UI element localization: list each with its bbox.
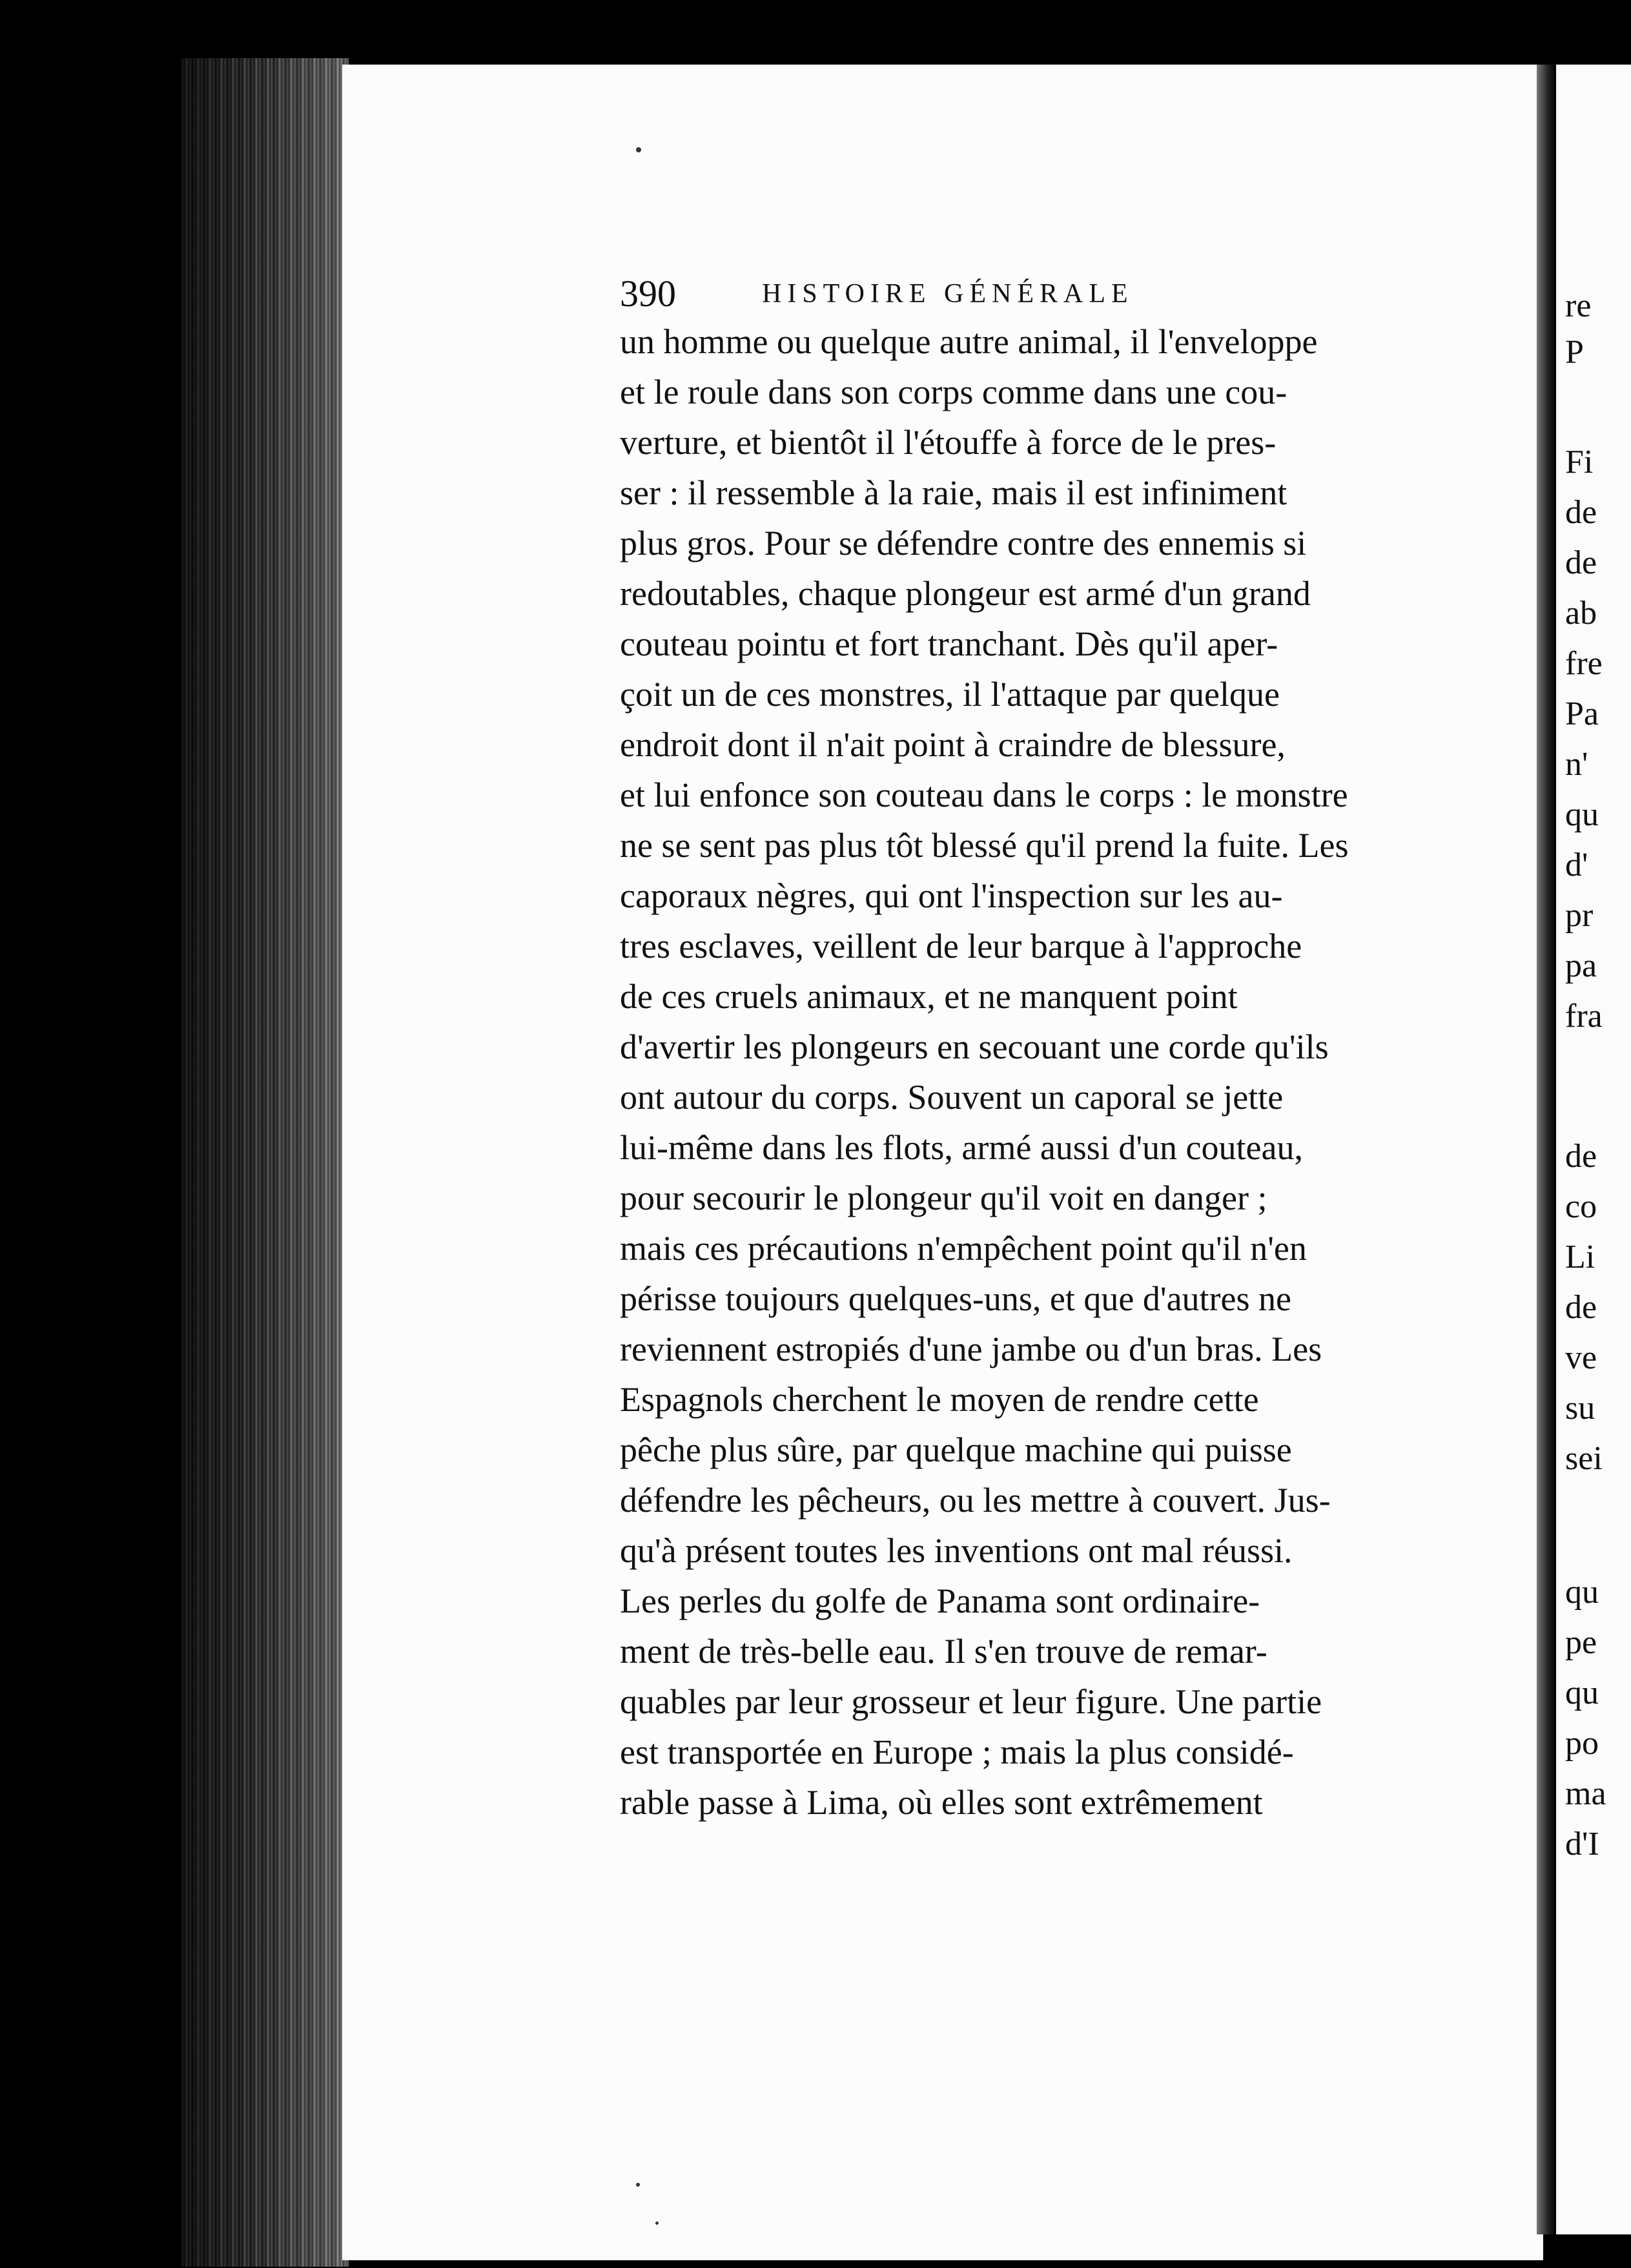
text-line: périsse toujours quelques-uns, et que d'autres ne (620, 1279, 1291, 1318)
adjacent-page-line: su (1565, 1390, 1595, 1427)
text-line: est transportée en Europe ; mais la plus considé- (620, 1733, 1294, 1771)
text-line: verture, et bientôt il l'étouffe à force de le pres- (620, 423, 1277, 462)
text-line: plus gros. Pour se défendre contre des ennemis si (620, 524, 1307, 562)
running-title: HISTOIRE GÉNÉRALE (762, 279, 1134, 309)
adjacent-page-line: P (1565, 334, 1584, 371)
adjacent-page-line: d'I (1565, 1826, 1599, 1862)
page-edges (181, 58, 349, 2267)
dust-speck (636, 147, 641, 152)
page-header (620, 271, 1285, 316)
dust-speck (655, 2222, 659, 2225)
adjacent-page-line: Pa (1565, 696, 1599, 732)
text-line: défendre les pêcheurs, ou les mettre à couvert. Jus- (620, 1481, 1331, 1520)
text-line: ser : il ressemble à la raie, mais il est infiniment (620, 473, 1287, 512)
text-line: reviennent estropiés d'une jambe ou d'un bras. Les (620, 1330, 1322, 1368)
adjacent-page-line: de (1565, 494, 1597, 531)
text-line: pour secourir le plongeur qu'il voit en danger ; (620, 1179, 1267, 1217)
adjacent-page (1556, 65, 1631, 2234)
text-line: qu'à présent toutes les inventions ont mal réussi. (620, 1531, 1293, 1570)
text-line: mais ces précautions n'empêchent point qu'il n'en (620, 1229, 1307, 1268)
text-line: caporaux nègres, qui ont l'inspection sur les au- (620, 876, 1283, 915)
text-line: endroit dont il n'ait point à craindre de blessure, (620, 725, 1286, 764)
text-line: et lui enfonce son couteau dans le corps : le monstre (620, 776, 1348, 814)
adjacent-page-line: Li (1565, 1239, 1595, 1275)
adjacent-page-line: fre (1565, 645, 1603, 682)
text-line: d'avertir les plongeurs en secouant une corde qu'ils (620, 1027, 1329, 1066)
text-line: redoutables, chaque plongeur est armé d'un grand (620, 574, 1311, 613)
adjacent-page-line: de (1565, 1138, 1597, 1175)
text-line: quables par leur grosseur et leur figure. Une partie (620, 1682, 1322, 1721)
adjacent-page-line: pr (1565, 897, 1594, 934)
page-number: 390 (620, 273, 676, 314)
adjacent-page-line: fra (1565, 998, 1603, 1035)
text-line: rable passe à Lima, où elles sont extrêmement (620, 1783, 1263, 1822)
adjacent-page-line: ma (1565, 1775, 1606, 1812)
text-line: lui-même dans les flots, armé aussi d'un couteau, (620, 1128, 1303, 1167)
adjacent-page-line: de (1565, 1289, 1597, 1326)
adjacent-page-line: qu (1565, 1574, 1599, 1611)
text-line: de ces cruels animaux, et ne manquent point (620, 977, 1238, 1016)
adjacent-page-line: n' (1565, 746, 1588, 783)
adjacent-page-line: qu (1565, 1675, 1599, 1711)
text-line: couteau pointu et fort tranchant. Dès qu'il aper- (620, 624, 1278, 663)
adjacent-page-line: d' (1565, 847, 1588, 883)
adjacent-page-line: de (1565, 544, 1597, 581)
gutter-shadow (1537, 65, 1556, 2234)
adjacent-page-line: Fi (1565, 444, 1594, 480)
text-line: çoit un de ces monstres, il l'attaque par quelque (620, 675, 1280, 714)
text-line: Les perles du golfe de Panama sont ordinaire- (620, 1582, 1260, 1620)
adjacent-page-line: ve (1565, 1339, 1597, 1376)
text-line: Espagnols cherchent le moyen de rendre cette (620, 1380, 1259, 1419)
text-line: et le roule dans son corps comme dans une cou- (620, 373, 1287, 411)
adjacent-page-line: sei (1565, 1440, 1603, 1477)
adjacent-page-line: pa (1565, 947, 1597, 984)
text-line: ment de très-belle eau. Il s'en trouve de remar- (620, 1632, 1267, 1671)
dust-speck (636, 2183, 640, 2187)
text-line: pêche plus sûre, par quelque machine qui puisse (620, 1430, 1292, 1469)
text-line: un homme ou quelque autre animal, il l'enveloppe (620, 322, 1318, 361)
text-line: ne se sent pas plus tôt blessé qu'il prend la fuite. Les (620, 826, 1349, 865)
text-line: ont autour du corps. Souvent un caporal se jette (620, 1078, 1284, 1117)
adjacent-page-line: re (1565, 287, 1592, 324)
adjacent-page-line: qu (1565, 796, 1599, 833)
adjacent-page-line: ab (1565, 595, 1597, 632)
adjacent-page-line: po (1565, 1725, 1599, 1762)
text-line: tres esclaves, veillent de leur barque à l'approche (620, 927, 1302, 965)
adjacent-page-line: co (1565, 1188, 1597, 1225)
adjacent-page-line: pe (1565, 1624, 1597, 1661)
